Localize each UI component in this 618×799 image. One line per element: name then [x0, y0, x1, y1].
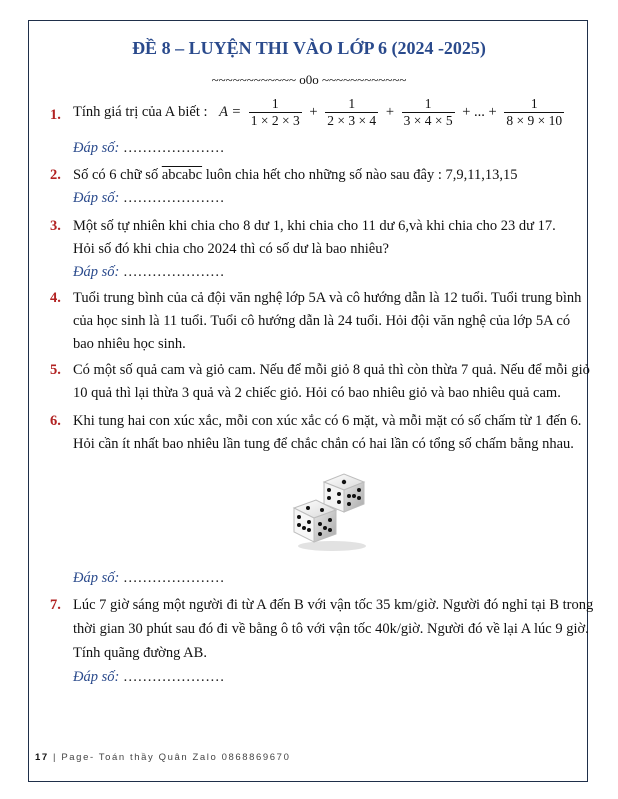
q5-line-1: Có một số quả cam và giỏ cam. Nếu để mỗi giỏ 8 quả thì còn thừa 7 quả. Nếu để mỗi giỏ — [73, 362, 590, 378]
q1-frac-2: $\frac{1}{2 \times 3 \times 4}$ — [327, 96, 377, 128]
q1-text: Tính giá trị của A biết : — [73, 104, 208, 120]
q1-number: 1. — [50, 107, 61, 123]
q7-answer: Đáp số: ………………… — [73, 669, 225, 685]
separator: ~~~~~~~~~~~~ o0o ~~~~~~~~~~~~ — [211, 72, 407, 87]
q2-line: Số có 6 chữ số abcabc luôn chia hết cho những số nào sau đây : 7,9,11,13,15 — [73, 167, 518, 183]
die-front-icon — [294, 500, 336, 542]
q4-line-1: Tuổi trung bình của cả đội văn nghệ lớp 5A và cô hướng dẫn là 12 tuổi. Tuổi trung bình — [73, 290, 582, 306]
q1-frac-1: $\frac{1}{1 \times 2 \times 3}$ — [250, 96, 300, 128]
q1-lhs: A = — [219, 104, 242, 120]
q1-answer: Đáp số: ………………… — [73, 140, 225, 156]
q1-plus: + — [385, 104, 394, 120]
q6-answer: Đáp số: ………………… — [73, 570, 225, 586]
q6-number: 6. — [50, 413, 61, 429]
q2-answer: Đáp số: ………………… — [73, 190, 225, 206]
die-back-icon — [324, 474, 364, 512]
q4-line-2: của học sinh là 11 tuổi. Tuổi cô hướng dẫn là 24 tuổi. Hỏi đội văn nghệ của lớp 5A có — [73, 313, 571, 329]
q7-number: 7. — [50, 597, 61, 613]
page-footer — [35, 752, 290, 763]
q3-number: 3. — [50, 218, 61, 234]
q3-answer: Đáp số: ………………… — [73, 264, 225, 280]
dice-image — [288, 472, 372, 552]
q2-overline-number: abcabc — [161, 167, 203, 183]
footer-text: Page- Toán thầy Quân Zalo 0868869670 — [61, 752, 291, 763]
q6-line-2: Hỏi cần ít nhất bao nhiêu lần tung để chắc chắn có hai lần có tổng số chấm bằng nhau. — [73, 436, 574, 452]
footer-separator: | — [53, 752, 58, 763]
q7-line-2: thời gian 30 phút sau đó đi về bằng ô tô với vận tốc 40k/giờ. Người đó về lại A lúc 9 giờ. — [73, 621, 589, 637]
q1-frac-3: $\frac{1}{3 \times 4 \times 5}$ — [403, 96, 453, 128]
q2-number: 2. — [50, 167, 61, 183]
q4-line-3: bao nhiêu học sinh. — [73, 336, 186, 352]
q4-number: 4. — [50, 290, 61, 306]
q1-ellipsis: + ... + — [462, 104, 497, 120]
q7-line-3: Tính quãng đường AB. — [73, 645, 207, 661]
q6-line-1: Khi tung hai con xúc xắc, mỗi con xúc xắc có 6 mặt, và mỗi mặt có số chấm từ 1 đến 6. — [73, 413, 582, 429]
q5-number: 5. — [50, 362, 61, 378]
q1-frac-4: $\frac{1}{8 \times 9 \times 10}$ — [506, 96, 563, 128]
page-title: ĐỀ 8 – LUYỆN THI VÀO LỚP 6 (2024 -2025) — [132, 38, 486, 58]
q7-line-1: Lúc 7 giờ sáng một người đi từ A đến B với vận tốc 35 km/giờ. Người đó nghỉ tại B trong — [73, 597, 594, 613]
q1-plus: + — [309, 104, 318, 120]
q3-line-2: Hỏi số đó khi chia cho 2024 thì có số dư là bao nhiêu? — [73, 241, 389, 257]
q3-line-1: Một số tự nhiên khi chia cho 8 dư 1, khi chia cho 11 dư 6,và khi chia cho 23 dư 17. — [73, 218, 556, 234]
q5-line-2: 10 quả thì lại thừa 3 quả và 2 chiếc giỏ. Hỏi có bao nhiêu giỏ và bao nhiêu quả cam. — [73, 385, 561, 401]
q1-line — [73, 96, 565, 129]
page-number: 17 — [35, 752, 49, 763]
